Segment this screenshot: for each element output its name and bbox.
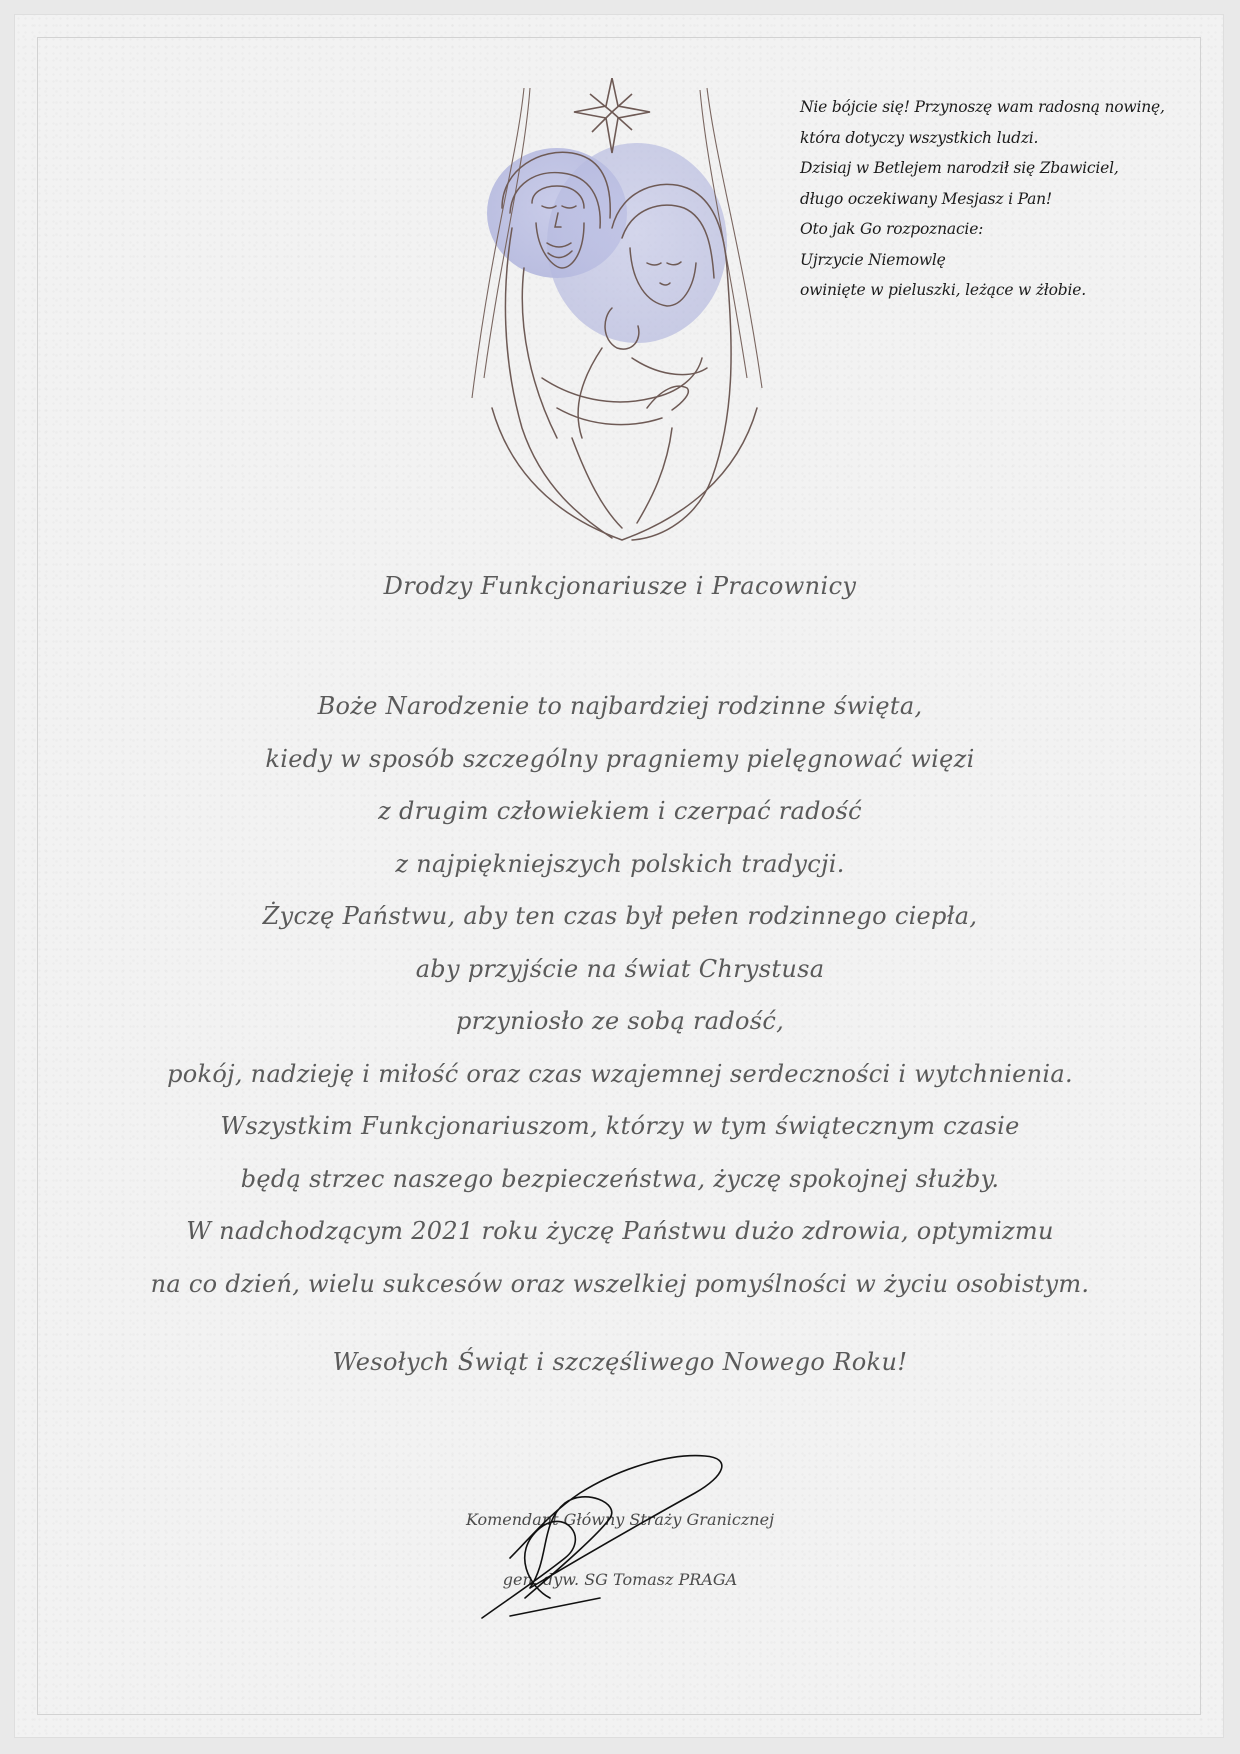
letter-body (0, 680, 1240, 1310)
body-line: kiedy w sposób szczególny pragniemy pielęgnować więzi (265, 744, 975, 773)
signatory-name: gen. dyw. SG Tomasz PRAGA (502, 1570, 738, 1589)
body-line: pokój, nadzieję i miłość oraz czas wzajemnej serdeczności i wytchnienia. (167, 1059, 1073, 1088)
quote-line: Dzisiaj w Betlejem narodził się Zbawiciel, (800, 159, 1119, 177)
quote-line: która dotyczy wszystkich ludzi. (800, 128, 1039, 147)
scripture-quote (800, 92, 1220, 306)
signatory-role: Komendant Główny Straży Granicznej (465, 1510, 775, 1529)
body-line: Życzę Państwu, aby ten czas był pełen rodzinnego ciepła, (262, 902, 978, 930)
holy-family-illustration (462, 78, 802, 548)
quote-line: owinięte w pieluszki, leżące w żłobie. (800, 281, 1086, 299)
body-line: Boże Narodzenie to najbardziej rodzinne święta, (317, 692, 923, 720)
body-line: Wszystkim Funkcjonariuszom, którzy w tym świątecznym czasie (220, 1112, 1020, 1140)
salutation: Drodzy Funkcjonariusze i Pracownicy (383, 572, 857, 600)
body-line: będą strzec naszego bezpieczeństwa, życzę spokojnej służby. (240, 1164, 1000, 1193)
quote-line: Ujrzycie Niemowlę (800, 250, 946, 269)
body-line: na co dzień, wielu sukcesów oraz wszelkiej pomyślności w życiu osobistym. (150, 1269, 1090, 1298)
star-icon (574, 78, 650, 153)
body-line: aby przyjście na świat Chrystusa (415, 954, 825, 983)
body-line: z drugim człowiekiem i czerpać radość (378, 797, 862, 825)
closing-wish: Wesołych Świąt i szczęśliwego Nowego Roku! (332, 1348, 908, 1376)
quote-line: długo oczekiwany Mesjasz i Pan! (800, 189, 1052, 208)
quote-line: Oto jak Go rozpoznacie: (800, 220, 984, 238)
handwritten-signature (470, 1448, 750, 1623)
halo-right (547, 143, 727, 343)
body-line: z najpiękniejszych polskich tradycji. (395, 849, 845, 878)
body-line: przyniosło ze sobą radość, (455, 1007, 785, 1035)
body-line: W nadchodzącym 2021 roku życzę Państwu dużo zdrowia, optymizmu (186, 1217, 1054, 1245)
quote-line: Nie bójcie się! Przynoszę wam radosną nowinę, (800, 98, 1165, 116)
